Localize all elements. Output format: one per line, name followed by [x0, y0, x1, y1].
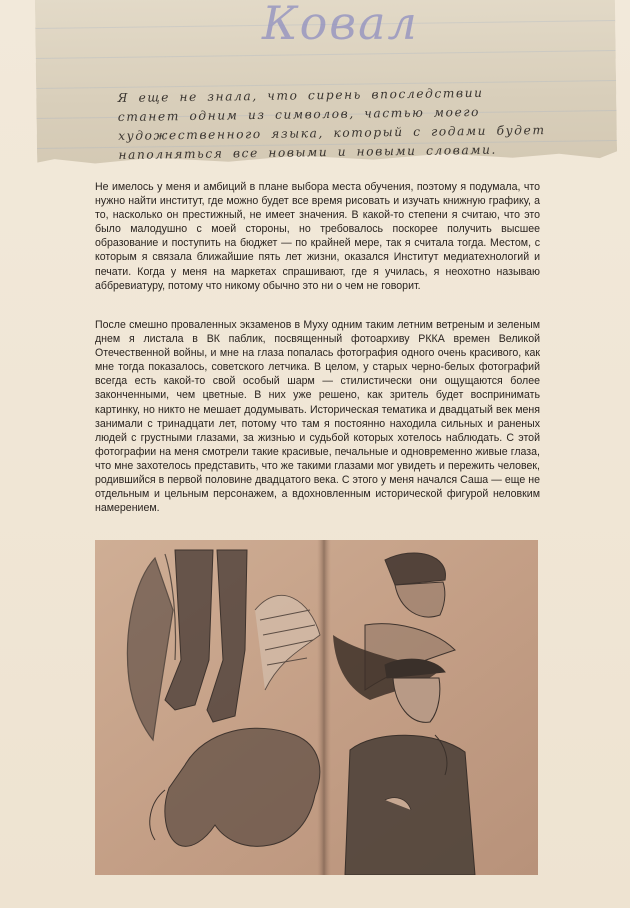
paragraph-2: После смешно проваленных экзаменов в Муху одним таким летним ветреным и зеленым днем я листала в ВК паблик, посвященный фотоархиву РККА времен Великой Отечественной войны, и мне на глаза попалась фотография одного очень красивого, как мне тогда показалось, советского летчика. В целом, у старых черно-белых фотографий всегда есть какой-то свой особый шарм — стилистически они ощущаются более законченными, чем цветные. В них уже решено, как зритель будет воспринимать картинку, но никто не мешает додумывать. Историческая тематика и двадцатый век меня занимали с тринадцати лет, потому что там я постоянно находила сильных и раненых людей с грустными глазами, за жизнью и судьбой которых хотелось наблюдать. С этой фотографии на меня смотрели такие красивые, печальные и одновременно живые глаза, что мне захотелось представить, что же такими глазами мог увидеть и пережить человек, родившийся в первой половине двадцатого века. С этого у меня начался Саша — еще не отдельным и цельным персонажем, а вдохновленным исторической фигурой неловким намерением.: [95, 319, 540, 515]
sketchbook-illustration: [95, 540, 538, 875]
sketchbook-spine: [317, 540, 331, 875]
handwritten-quote: Я еще не знала, что сирень впоследствии станет одним из символов, частью моего художественного языка, который с годами будет наполняться все новыми и новыми словами.: [117, 85, 546, 162]
sketchbook-photo: [95, 540, 538, 875]
signature-stamp: Ковал: [262, 0, 419, 50]
paragraph-1: Не имелось у меня и амбиций в плане выбора места обучения, поэтому я подумала, что нужно найти институт, где можно будет все время рисовать и изучать книжную графику, а то, насколько он престижный, не имеет значения. В какой-то степени я считаю, что это было малодушно с моей стороны, но требовалось поскорее получить высшее образование и поступить на бюджет — по крайней мере, так я считала тогда. Местом, с которым я связала ближайшие пять лет жизни, оказался Институт медиатехнологий и печати. Когда у меня на маркетах спрашивают, где я училась, я неохотно называю аббревиатуру, потому что никому обычно это ни о чем не говорит.: [95, 181, 540, 292]
